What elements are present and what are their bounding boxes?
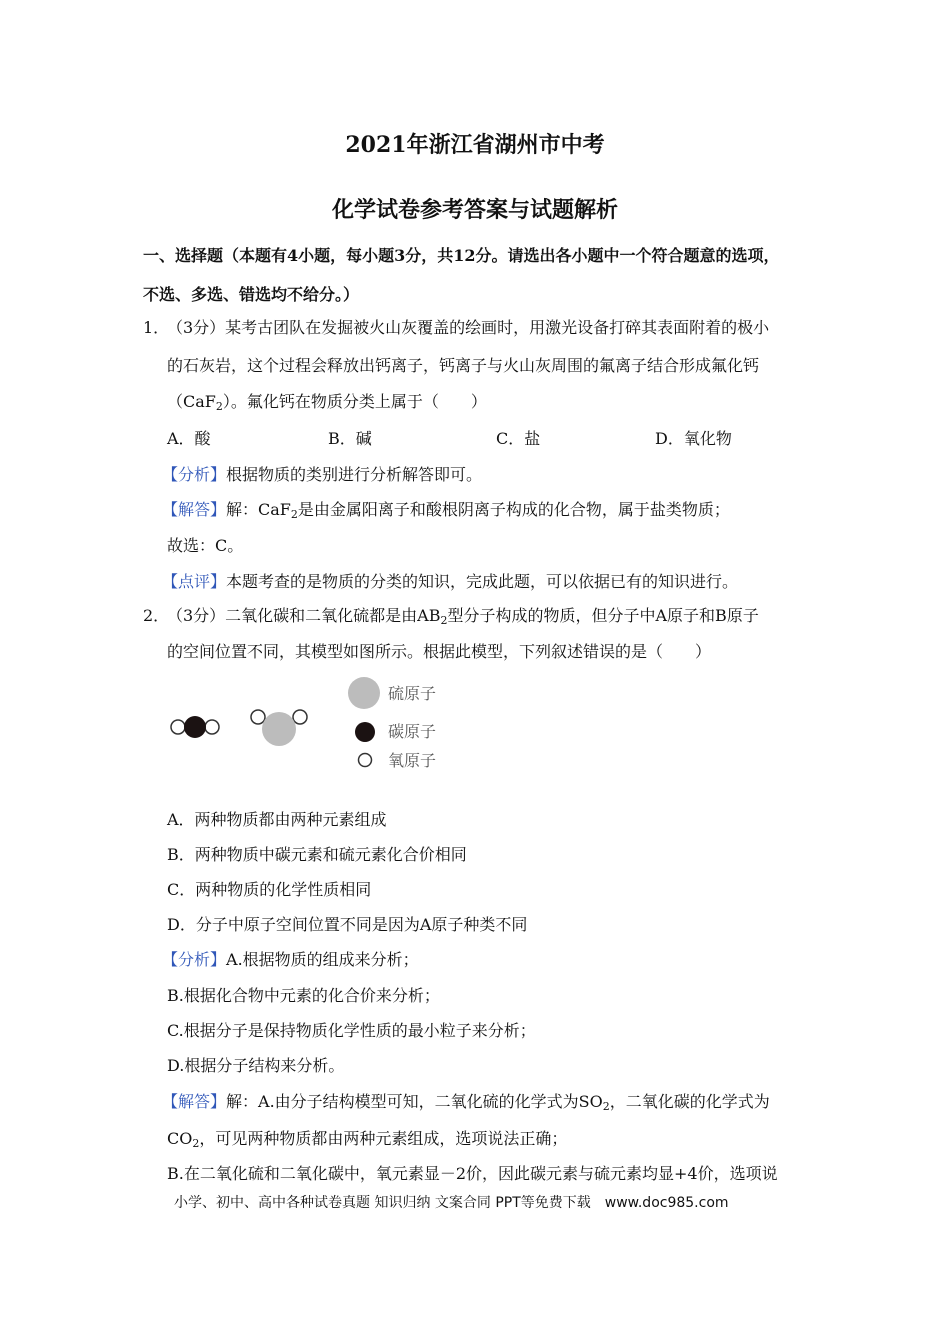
q2-analysis-d: D.根据分子结构来分析。: [167, 1056, 345, 1075]
q1-option-d: D．氧化物: [655, 429, 732, 448]
q2-line2: 的空间位置不同，其模型如图所示。根据此模型，下列叙述错误的是（ ）: [167, 642, 712, 661]
q1-choice: 故选：C。: [167, 536, 244, 555]
document-title: 2021年浙江省湖州市中考: [345, 132, 605, 158]
q1-option-b: B．碱: [328, 429, 372, 448]
molecule-model-figure: [165, 672, 455, 782]
q2-answer-line3: B.在二氧化硫和二氧化碳中，氧元素显－2价，因此碳元素与硫元素均显+4价，选项说: [167, 1164, 778, 1183]
q2-analysis-b: B.根据化合物中元素的化合价来分析；: [167, 986, 440, 1005]
co2-model: [171, 716, 219, 738]
q1-comment: 【点评】本题考查的是物质的分类的知识，完成此题，可以依据已有的知识进行。: [162, 572, 739, 591]
carbon-legend-icon: [355, 722, 375, 742]
page-footer: 小学、初中、高中各种试卷真题 知识归纳 文案合同 PPT等免费下载 www.doc985.com: [174, 1195, 729, 1211]
section-header-line2: 不选、多选、错选均不给分。）: [143, 285, 360, 304]
q2-analysis-c: C.根据分子是保持物质化学性质的最小粒子来分析；: [167, 1021, 536, 1040]
q2-option-c: C．两种物质的化学性质相同: [167, 880, 372, 899]
legend-oxygen-label: 氧原子: [388, 751, 437, 770]
oxygen-atom-icon: [293, 710, 307, 724]
sulfur-atom-icon: [262, 712, 296, 746]
q1-line1: （3分）某考古团队在发掘被火山灰覆盖的绘画时，用激光设备打碎其表面附着的极小: [167, 318, 770, 337]
oxygen-atom-icon: [171, 720, 185, 734]
q1-line3: （CaF$_2$）。氟化钙在物质分类上属于（ ）: [167, 392, 487, 413]
carbon-atom-icon: [184, 716, 206, 738]
document-subtitle: 化学试卷参考答案与试题解析: [331, 197, 618, 223]
q2-analysis: 【分析】A.根据物质的组成来分析；: [162, 950, 419, 969]
sulfur-legend-icon: [348, 677, 380, 709]
q2-option-a: A．两种物质都由两种元素组成: [167, 810, 387, 829]
q1-option-c: C．盐: [496, 429, 541, 448]
q1-answer: 【解答】解：CaF$_2$是由金属阳离子和酸根阴离子构成的化合物，属于盐类物质；: [162, 500, 730, 521]
q2-option-b: B．两种物质中碳元素和硫元素化合价相同: [167, 845, 467, 864]
q1-line2: 的石灰岩，这个过程会释放出钙离子，钙离子与火山灰周围的氟离子结合形成氟化钙: [167, 356, 760, 375]
q1-option-a: A．酸: [167, 429, 211, 448]
model-legend: [348, 677, 436, 770]
legend-sulfur-label: 硫原子: [388, 684, 437, 703]
q1-analysis: 【分析】根据物质的类别进行分析解答即可。: [162, 465, 483, 484]
oxygen-atom-icon: [205, 720, 219, 734]
q2-line1: （3分）二氧化碳和二氧化硫都是由$AB_2$型分子构成的物质，但分子中A原子和B原子: [167, 606, 759, 627]
section-header-line1: 一、选择题（本题有4小题，每小题3分，共12分。请选出各小题中一个符合题意的选项，: [143, 246, 780, 265]
q1-number: 1．: [143, 318, 170, 337]
oxygen-legend-icon: [359, 754, 372, 767]
q2-number: 2．: [143, 606, 170, 625]
legend-carbon-label: 碳原子: [388, 722, 437, 741]
q2-option-d: D．分子中原子空间位置不同是因为A原子种类不同: [167, 915, 528, 934]
oxygen-atom-icon: [251, 710, 265, 724]
q2-answer-line1: 【解答】解：A.由分子结构模型可知，二氧化硫的化学式为$SO_2$，二氧化碳的化学式为: [162, 1092, 770, 1113]
q2-answer-line2: $CO_2$，可见两种物质都由两种元素组成，选项说法正确；: [167, 1129, 568, 1150]
so2-model: [251, 710, 307, 746]
